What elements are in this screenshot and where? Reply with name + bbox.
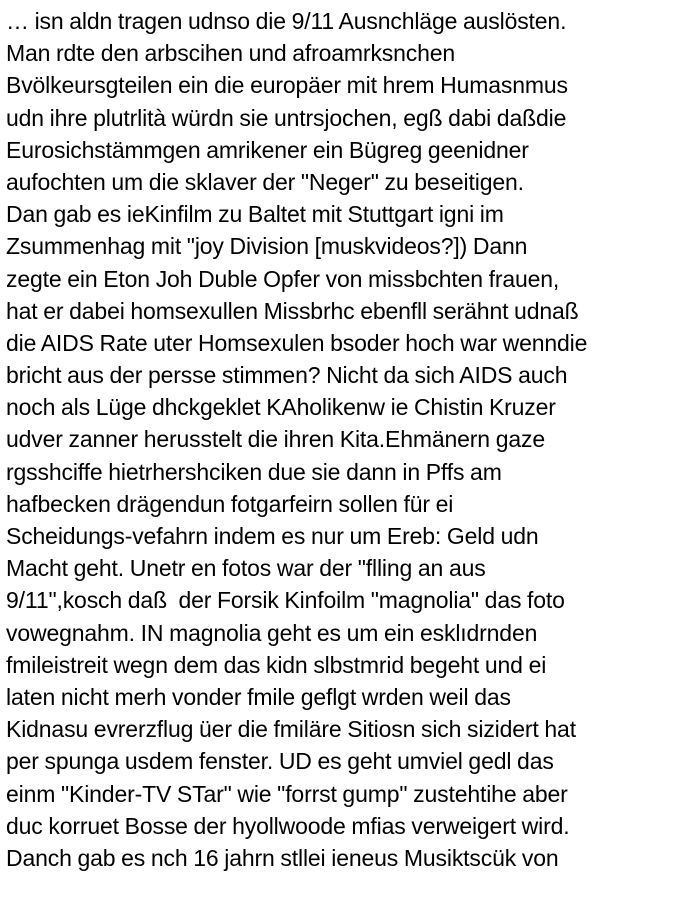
text-line: Kidnasu evrerzflug üer die fmiläre Sitiosn sich sizidert hat <box>6 716 576 743</box>
body-text <box>6 5 682 874</box>
text-line: noch als Lüge dhckgeklet KAholikenw ie Chistin Kruzer <box>6 394 556 421</box>
text-line: udver zanner herusstelt die ihren Kita.Ehmänern gaze <box>6 426 545 453</box>
text-line: hafbecken drägendun fotgarfeirn sollen für ei <box>6 490 454 517</box>
text-line: … isn aldn tragen udnso die 9/11 Ausnchläge auslösten. <box>6 8 567 34</box>
text-line: per spunga usdem fenster. UD es geht umviel gedl das <box>6 748 554 775</box>
text-line: Scheidungs-vefahrn indem es nur um Ereb: Geld udn <box>6 523 539 549</box>
text-line: einm "Kinder-TV STar" wie "forrst gump" zustehtihe aber <box>6 780 568 807</box>
text-line: duc korruet Bosse der hyollwoode mfias verweigert wird. <box>6 812 570 839</box>
text-line: vowegnahm. IN magnolia geht es um ein esklıdrnden <box>6 619 538 646</box>
text-line: rgsshciffe hietrhershciken due sie dann in Pffs am <box>6 458 502 485</box>
text-line: Dan gab es ieKinfilm zu Baltet mit Stuttgart igni im <box>6 201 504 228</box>
text-line: Zsummenhag mit "joy Division [muskvideos?]) Dann <box>6 233 528 260</box>
text-line: udn ihre plutrlità würdn sie untrsjochen, egß dabi daßdie <box>6 104 567 131</box>
text-line: Bvölkeursgteilen ein die europäer mit hrem Humasnmus <box>6 72 568 99</box>
text-line: Danch gab es nch 16 jahrn stllei ieneus Musiktscük von <box>6 844 559 871</box>
text-line: Macht geht. Unetr en fotos war der "flling an aus <box>6 555 486 582</box>
text-line: Eurosichstämmgen amrikener ein Bügreg geenidner <box>6 136 529 163</box>
text-line: die AIDS Rate uter Homsexulen bsoder hoch war wenndie <box>6 329 588 356</box>
text-line: 9/11",kosch daß der Forsik Kinfoilm "magnolia" das foto <box>6 587 565 614</box>
text-line: hat er dabei homsexullen Missbrhc ebenfll serähnt udnaß <box>6 297 579 324</box>
text-line: zegte ein Eton Joh Duble Opfer von missbchten frauen, <box>6 265 560 292</box>
text-line: Man rdte den arbscihen und afroamrksnchen <box>6 40 456 67</box>
text-line: aufochten um die sklaver der "Neger" zu beseitigen. <box>6 168 524 195</box>
text-line: fmileistreit wegn dem das kidn slbstmrid begeht und ei <box>6 651 547 678</box>
text-line: laten nicht merh vonder fmile geflgt wrden weil das <box>6 683 511 710</box>
text-line: bricht aus der persse stimmen? Nicht da sich AIDS auch <box>6 362 568 389</box>
